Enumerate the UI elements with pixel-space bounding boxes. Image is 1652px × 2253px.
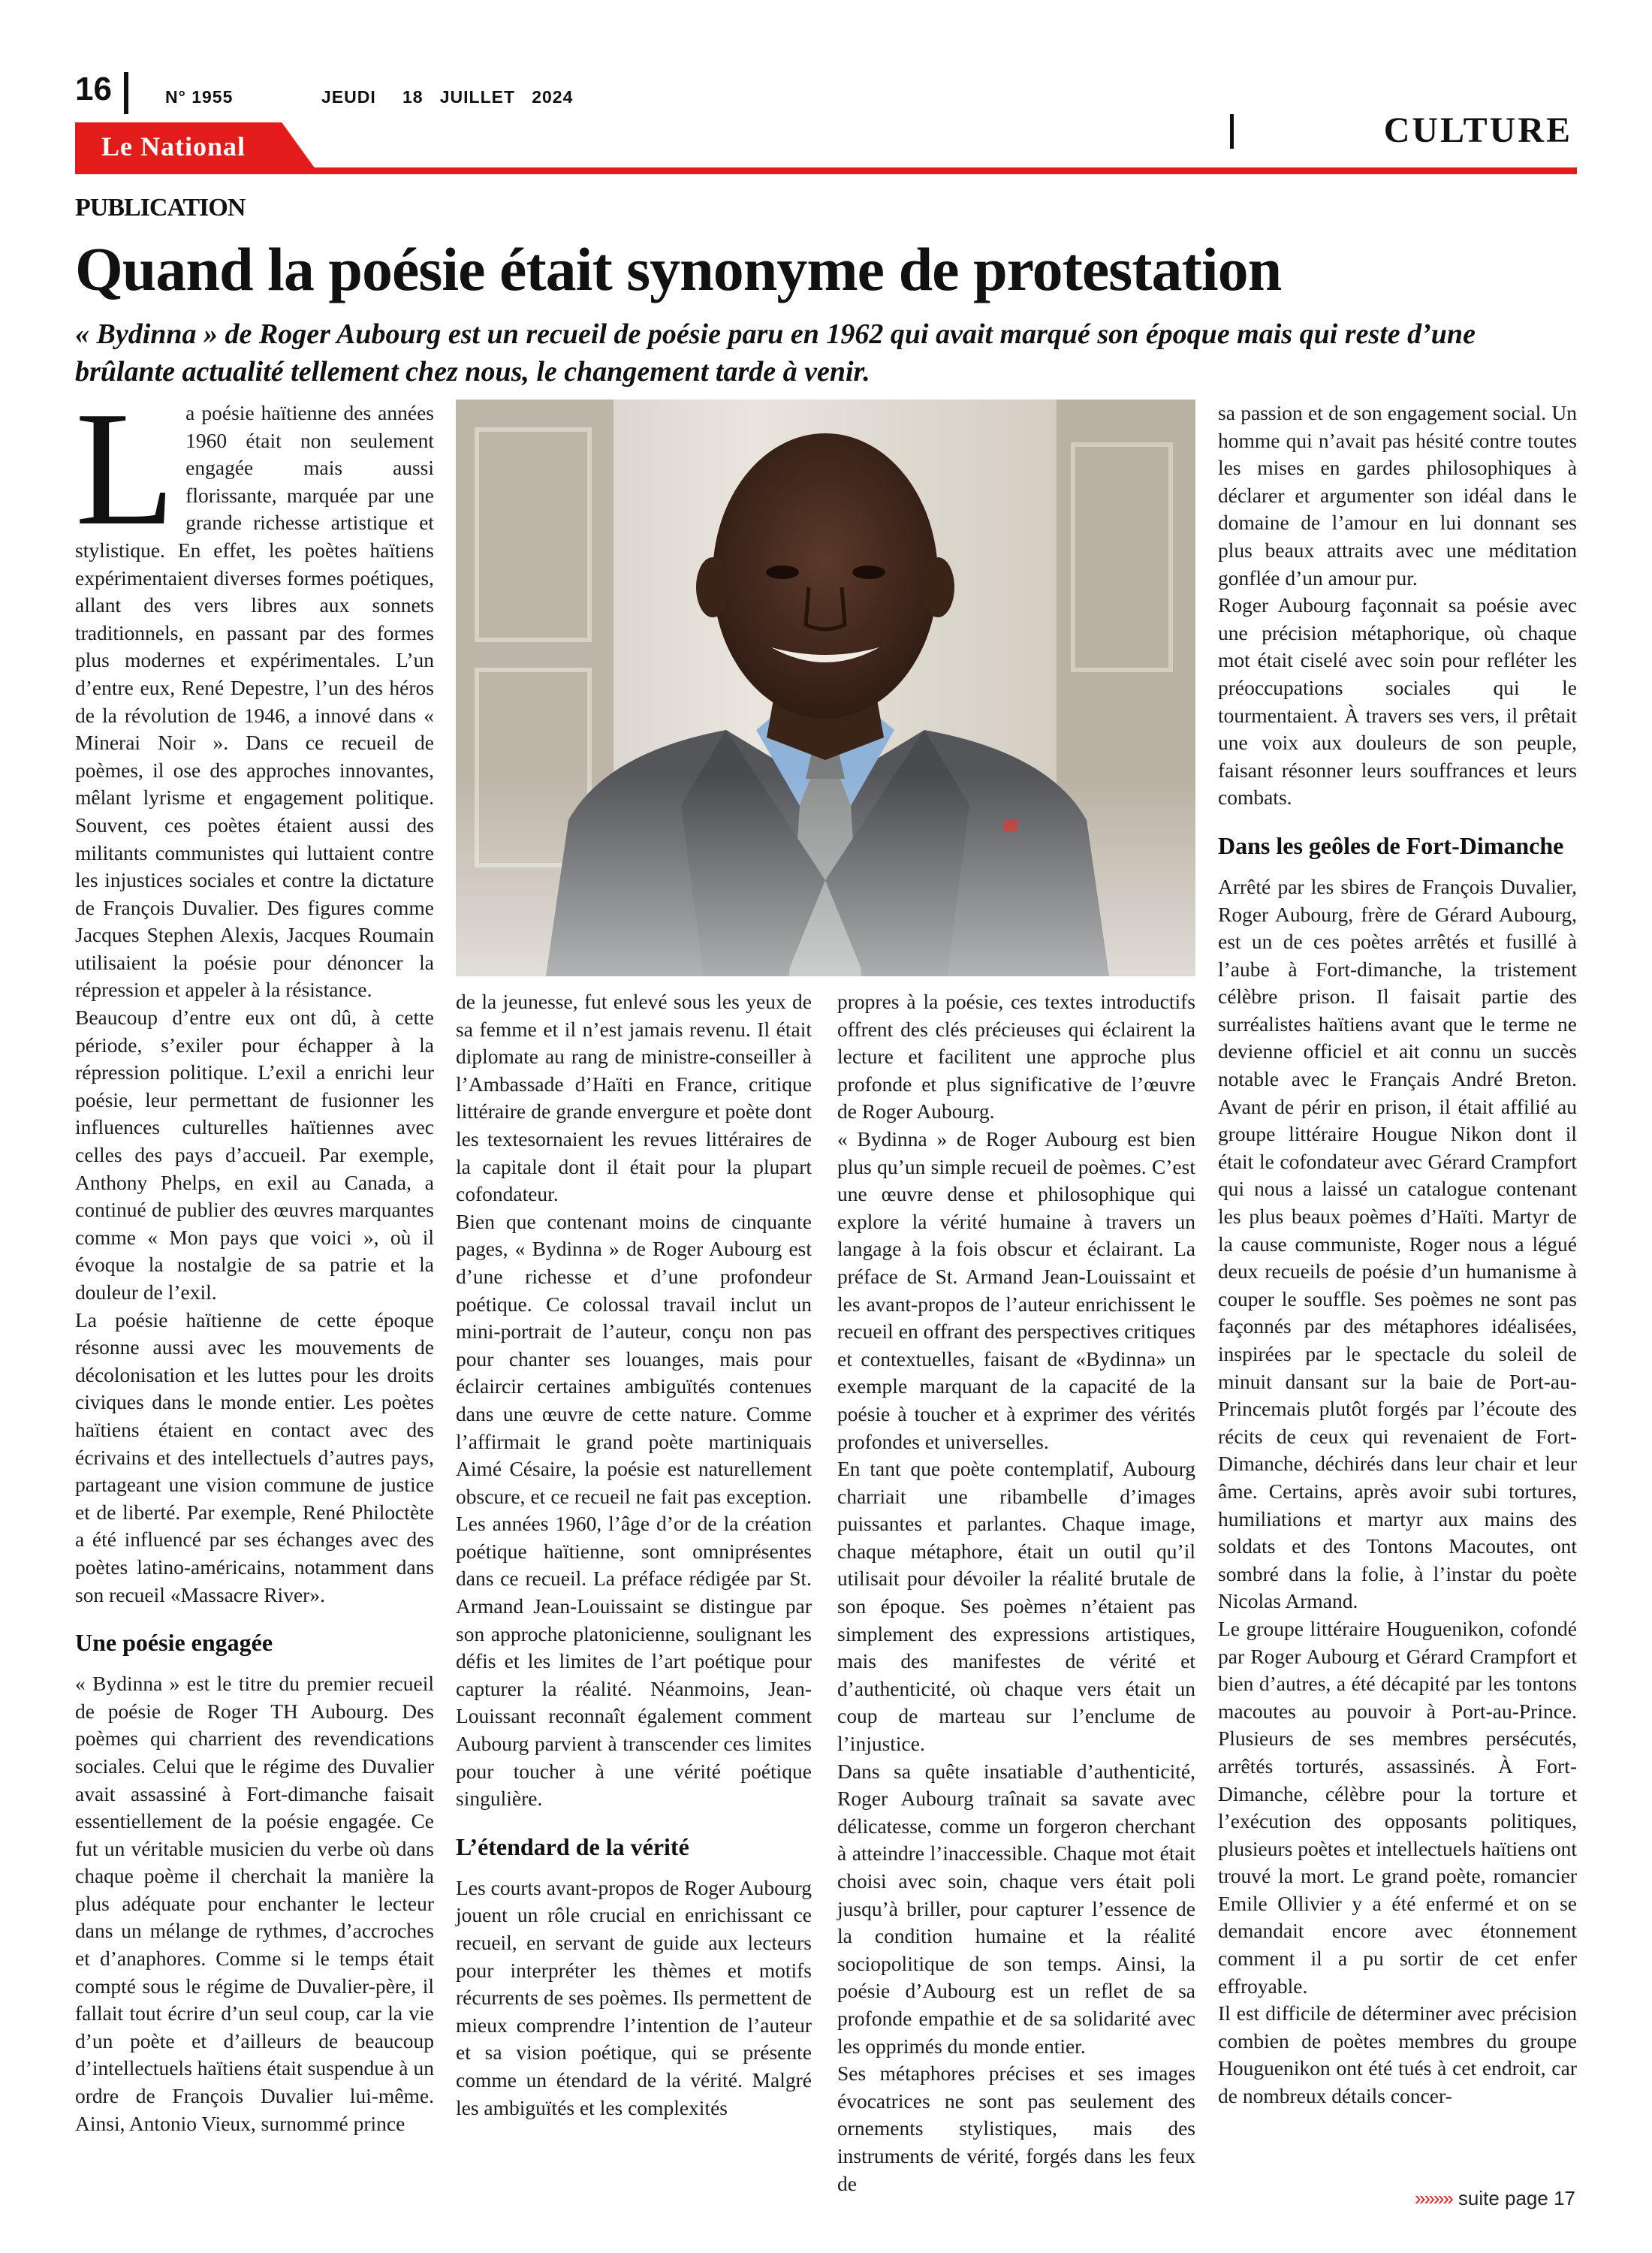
article-standfirst: « Bydinna » de Roger Aubourg est un recueil de poésie paru en 1962 qui avait marqué son époque mais qui reste d’une brûlante actualité tellement chez nous, le changement tarde à venir. [75, 318, 1476, 388]
paragraph: Bien que contenant moins de cinquante pages, « Bydinna » de Roger Aubourg est d’une richesse et d’une profondeur poétique. Ce colossal travail inclut un mini-portrait de l’auteur, conçu non pas pour chanter ses louanges, mais pour éclaircir certaines ambiguïtés contenues dans une œuvre de cette nature. Comme l’affirmait le grand poète martiniquais Aimé Césaire, la poésie est naturellement obscure, et ce recueil ne fait pas exception. Les années 1960, l’âge d’or de la création poétique haïtienne, sont omniprésentes dans ce recueil. La préface rédigée par St. Armand Jean-Louissaint se distingue par son approche platonicienne, soulignant les défis et les limites de l’art poétique pour capturer la réalité. Néanmoins, Jean-Louissant reconnaît également comment Aubourg parvient à transcender ces limites pour toucher à une vérité poétique singulière. [456, 1209, 812, 1811]
column-4 [1218, 400, 1577, 2110]
paragraph: a poésie haïtienne des années 1960 était non seulement engagée mais aussi florissante, marquée par une grande richesse artistique et stylistique. En effet, les poètes haïtiens expérimentaient diverses formes poétiques, allant des vers libres aux sonnets traditionnels, en passant par des formes plus modernes et expérimentales. L’un d’entre eux, René Depestre, l’un des héros de la révolution de 1946, a innové dans « Minerai Noir ». Dans ce recueil de poèmes, il ose des approches innovantes, mêlant lyrisme et engagement politique. Souvent, ces poètes étaient aussi des militants communistes qui luttaient contre les injustices sociales et contre la dictature de François Duvalier. Des figures comme Jacques Stephen Alexis, Jacques Roumain utilisaient la poésie pour dénoncer la répression et appeler à la résistance. [75, 401, 434, 1002]
paragraph: Roger Aubourg façonnait sa poésie avec une précision métaphorique, où chaque mot était ciselé avec soin pour refléter les préoccupations sociales qui le tourmentaient. À travers ses vers, il prêtait une voix aux douleurs de son peuple, faisant résonner leurs souffrances et leurs combats. [1218, 593, 1577, 810]
paragraph: « Bydinna » est le titre du premier recueil de poésie de Roger TH Aubourg. Des poèmes qui charrient des revendications sociales. Celui que le régime des Duvalier avait assassiné à Fort-dimanche faisait essentiellement de la poésie engagée. Ce fut un véritable musicien du verbe où dans chaque poème il cherchait la manière la plus adéquate pour enchanter le lecteur dans un mélange de rythmes, d’accroches et d’anaphores. Comme si le temps était compté sous le régime de Duvalier-père, il fallait tout écrire d’un seul coup, car la vie d’un poète et d’ailleurs de beaucoup d’intellectuels haïtiens était suspendue à un ordre de François Duvalier lui-même. Ainsi, Antonio Vieux, surnommé prince [75, 1672, 434, 2135]
issue-day: JEUDI [321, 87, 376, 107]
continuation-text: suite page 17 [1458, 2187, 1575, 2209]
drop-cap: L [75, 379, 176, 559]
paragraph: Les courts avant-propos de Roger Aubourg jouent un rôle crucial en enrichissant ce recueil, en servant de guide aux lecteurs pour interpréter les thèmes et motifs récurrents de ses poèmes. Ils permettent de mieux comprendre l’intention de l’auteur et sa vision poétique, qui se présente comme un étendard de la vérité. Malgré les ambiguïtés et les complexités [456, 1875, 812, 2119]
page-number: 16 [75, 71, 112, 107]
masthead-logo: Le National [101, 131, 246, 161]
article-kicker: PUBLICATION [75, 194, 246, 222]
continuation-link[interactable] [1415, 2187, 1575, 2210]
issue-number: N° 1955 [165, 87, 234, 107]
subheading: Une poésie engagée [75, 1629, 273, 1657]
paragraph: Ses métaphores précises et ses images évocatrices ne sont pas seulement des ornements stylistiques, mais des instruments de vérité, forgés dans les feux de [837, 2061, 1195, 2195]
header-divider [124, 72, 128, 114]
paragraph: Arrêté par les sbires de François Duvalier, Roger Aubourg, frère de Gérard Aubourg, est un de ces poètes arrêtés et fusillé à l’aube à Fort-dimanche, la tristement célèbre prison. Il faisait partie des surréalistes haïtiens avant que le terme ne devienne officiel et ait connu un succès notable avec le Français André Breton. Avant de périr en prison, il était affilié au groupe littéraire Hougue Nikon dont il était le cofondateur avec Gérard Crampfort qui nous a laissé un catalogue contenant les plus beaux poèmes d’Haïti. Martyr de la cause communiste, Roger nous a légué deux recueils de poésie d’un humanisme à couper le souffle. Ses poèmes ne sont pas façonnés par des métaphores idéalisées, inspirées par le spectacle du soleil de minuit dansant sur la baie de Port-au-Princemais plutôt forgés par l’écoute des récits de ceux qui revenaient de Fort-Dimanche, déchirés dans leur chair et leur âme. Certains, après avoir subi tortures, humiliations et martyr aux mains des soldats et des Tontons Macoutes, ont sombré dans la folie, à l’instar du poète Nicolas Armand. [1218, 874, 1577, 1613]
paragraph: sa passion et de son engagement social. Un homme qui n’avait pas hésité contre toutes les mises en gardes philosophiques à déclarer et argumenter son idéal dans le domaine de l’amour en lui donnant ses plus beaux attraits avec une méditation gonflée d’un amour pur. [1218, 401, 1577, 590]
column-2 [456, 988, 812, 2122]
column-3 [837, 988, 1195, 2197]
issue-date: 18 JUILLET 2024 [402, 87, 574, 107]
paragraph: La poésie haïtienne de cette époque résonne aussi avec les mouvements de décolonisation et les luttes pour les droits civiques dans le monde entier. Les poètes haïtiens étaient en contact avec des écrivains et des intellectuels d’autres pays, partageant une vision commune de justice et de liberté. Par exemple, René Philoctète a été influencé par ses échanges avec des poètes latino-américains, notamment dans son recueil «Massacre River». [75, 1307, 434, 1606]
paragraph: propres à la poésie, ces textes introductifs offrent des clés précieuses qui éclairent la lecture et facilitent une approche plus profonde et plus significative de l’œuvre de Roger Aubourg. [837, 990, 1195, 1123]
paragraph: Beaucoup d’entre eux ont dû, à cette période, s’exiler pour échapper à la répression politique. L’exil a enrichi leur poésie, leur permettant de fusionner les influences culturelles haïtiennes avec celles des pays d’accueil. Par exemple, Anthony Phelps, en exil au Canada, a continué de publier des œuvres marquantes comme « Mon pays que voici », où il évoque la nostalgie de sa patrie et la douleur de l’exil. [75, 1006, 434, 1304]
continuation-arrows: »»»» [1415, 2187, 1452, 2209]
section-name: CULTURE [1383, 110, 1572, 150]
article-title: Quand la poésie était synonyme de protestation [75, 235, 1282, 303]
column-1 [75, 379, 434, 2137]
header-rule [75, 167, 1577, 174]
paragraph: En tant que poète contemplatif, Aubourg charriait une ribambelle d’images puissantes et parlantes. Chaque image, chaque métaphore, était un outil qu’il utilisait pour dévoiler la réalité brutale de son époque. Ses poèmes n’étaient pas simplement des expressions artistiques, mais des manifestes de vérité et d’authenticité, où chaque vers était un coup de marteau sur l’enclume de l’injustice. [837, 1457, 1195, 1756]
section-divider [1230, 114, 1234, 149]
paragraph: Le groupe littéraire Houguenikon, cofondé par Roger Aubourg et Gérard Crampfort et bien d’autres, a été décapité par les tontons macoutes au pouvoir à Port-au-Prince. Plusieurs de ses membres persécutés, arrêtés torturés, assassinés. À Fort-Dimanche, célèbre pour la torture et l’exécution des opposants politiques, plusieurs poètes et intellectuels haïtiens ont trouvé la mort. Le grand poète, romancier Emile Ollivier y a été enfermé et on se demandait encore avec étonnement comment il a pu sortir de cet enfer effroyable. [1218, 1616, 1577, 1998]
paragraph: de la jeunesse, fut enlevé sous les yeux de sa femme et il n’est jamais revenu. Il était diplomate au rang de ministre-conseiller à l’Ambassade d’Haïti en France, critique littéraire de grande envergure et poète dont les textesornaient les revues littéraires de la capitale dont il était pour la plupart cofondateur. [456, 990, 812, 1206]
subheading: L’étendard de la vérité [456, 1832, 689, 1860]
subheading: Dans les geôles de Fort-Dimanche [1218, 831, 1564, 859]
paragraph: Dans sa quête insatiable d’authenticité, Roger Aubourg traînait sa savate avec délicatesse, comme un forgeron cherchant à atteindre l’inaccessible. Chaque mot était choisi avec soin, chaque vers était poli jusqu’à briller, pour capturer l’essence de la condition humaine et la réalité sociopolitique de son temps. Ainsi, la poésie d’Aubourg est un reflet de sa profonde empathie et de sa solidarité avec les opprimés du monde entier. [837, 1759, 1195, 2058]
paragraph: « Bydinna » de Roger Aubourg est bien plus qu’un simple recueil de poèmes. C’est une œuvre dense et philosophique qui explore la vérité humaine à travers un langage à la fois obscur et éclairant. La préface de St. Armand Jean-Louissaint et les avant-propos de l’auteur enrichissent le recueil en offrant des perspectives critiques et contextuelles, faisant de «Bydinna» un exemple marquant de la capacité de la poésie à toucher et à exprimer des vérités profondes et universelles. [837, 1126, 1195, 1453]
author-photo [456, 400, 1195, 976]
paragraph: Il est difficile de déterminer avec précision combien de poètes membres du groupe Houguenikon ont été tués à cet endroit, car de nombreux détails concer- [1218, 2001, 1577, 2108]
